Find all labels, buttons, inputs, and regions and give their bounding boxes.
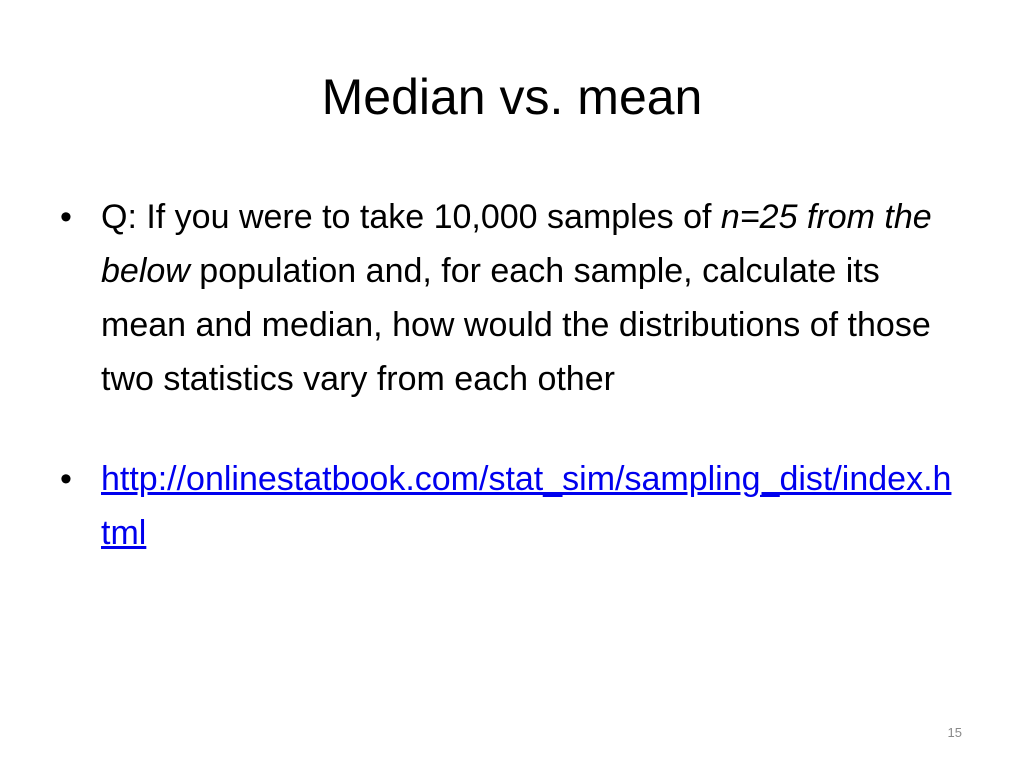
bullet-marker: •	[60, 198, 72, 236]
question-text-part-1: Q: If you were to take 10,000 samples of	[101, 198, 721, 236]
simulation-link[interactable]: http://onlinestatbook.com/stat_sim/sampling_dist/index.html	[101, 460, 952, 552]
question-text	[101, 198, 932, 398]
question-text-part-2: population and, for each sample, calculate its mean and median, how would the distributions of those two statistics vary from each other	[101, 252, 931, 398]
bullet-marker: •	[60, 460, 72, 498]
bullet-link	[58, 452, 958, 560]
bullet-question	[58, 190, 958, 406]
slide-title: Median vs. mean	[321, 69, 703, 125]
slide-number: 15	[947, 725, 962, 740]
question-text-italic: n=25 from the below	[101, 198, 932, 290]
bullet-list	[58, 190, 958, 560]
